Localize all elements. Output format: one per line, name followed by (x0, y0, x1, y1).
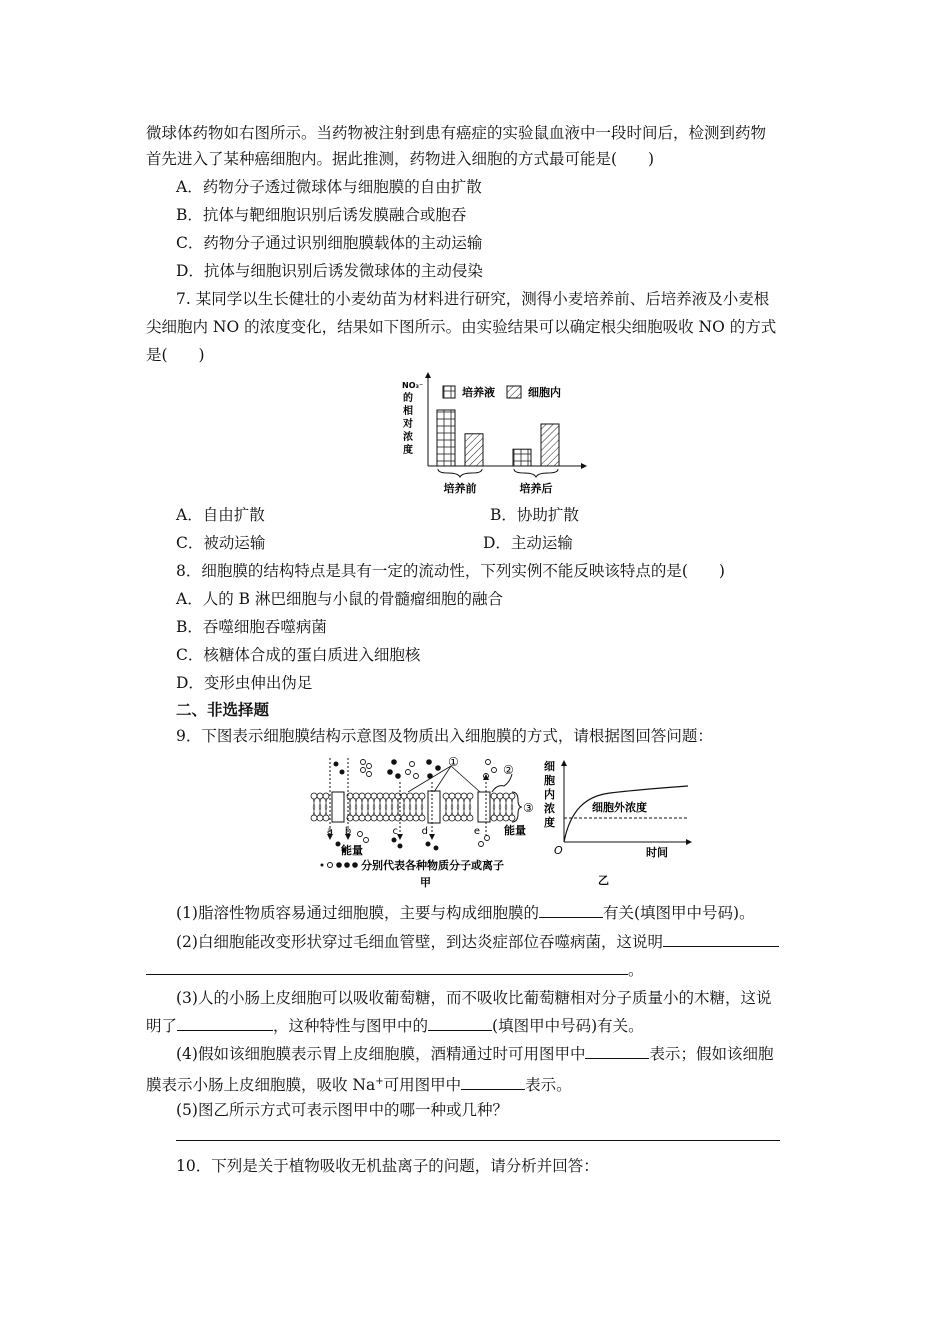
category-label-培养后: 培养后 (519, 482, 553, 495)
uptake-curve (564, 786, 688, 842)
x-axis-label-time: 时间 (646, 846, 668, 859)
y-axis-label-char: 相 (403, 406, 413, 417)
bar-培养液-培养后 (513, 449, 531, 466)
legend-label-cell: 细胞内 (528, 386, 561, 399)
y-axis-label-char: 浓 (403, 432, 413, 443)
q6-option-a: A．药物分子透过微球体与细胞膜的自由扩散 (176, 178, 482, 196)
category-label-培养前: 培养前 (443, 482, 477, 495)
blank-3a[interactable] (177, 1016, 273, 1031)
q9-part1: (1)脂溶性物质容易通过细胞膜，主要与构成细胞膜的 有关(填图甲中号码)。 (176, 904, 755, 922)
label-circled-3: ③ (523, 801, 534, 815)
label-e: e (473, 826, 480, 837)
q8-option-d: D．变形虫伸出伪足 (176, 674, 313, 692)
category-brace (514, 469, 558, 477)
bar-细胞内-培养前 (465, 434, 483, 466)
legend-label-medium: 培养液 (462, 386, 495, 399)
q9-stem: 9．下图表示细胞膜结构示意图及物质出入细胞膜的方式，请根据图回答问题： (176, 727, 713, 745)
membrane-diagram (308, 752, 548, 890)
answer-line-5[interactable] (176, 1140, 780, 1141)
q7-stem-line3: 是( ) (146, 346, 205, 364)
label-outer-concentration: 细胞外浓度 (592, 801, 647, 814)
carrier-protein-d (428, 791, 440, 823)
q9-part2-cont: 。 (146, 960, 644, 980)
carrier-protein-e (478, 792, 490, 822)
q10-stem: 10．下列是关于植物吸收无机盐离子的问题，请分析并回答： (176, 1157, 599, 1175)
q7-stem-line2: 尖细胞内 NO 的浓度变化，结果如下图所示。由实验结果可以确定根尖细胞吸收 NO 的方式 (146, 318, 777, 336)
q9-part2: (2)白细胞能改变形状穿过毛细血管壁，到达炎症部位吞噬病菌，这说明 (176, 932, 779, 952)
q7-option-a: A．自由扩散 (176, 506, 265, 524)
label-circled-2: ② (503, 763, 514, 777)
q9-part3-line2: 明了 ，这种特性与图甲中的 (填图甲中号码)有关。 (146, 1017, 644, 1035)
category-brace (438, 469, 482, 477)
blank-3b[interactable] (428, 1016, 492, 1031)
y-axis-label-char: 对 (403, 419, 413, 430)
y-axis-label-no3: NO₃⁻ (402, 381, 424, 390)
blank-1[interactable] (539, 903, 603, 918)
molecule-legend-text: 分别代表各种物质分子或离子 (361, 859, 504, 872)
q7-option-c: C．被动运输 (176, 534, 266, 552)
y-axis-label-char: 度 (544, 816, 555, 829)
q7-option-b: B．协助扩散 (490, 506, 579, 524)
q7-option-d: D．主动运输 (483, 534, 573, 552)
bar-细胞内-培养后 (541, 424, 559, 466)
y-axis-label-char: 内 (544, 788, 555, 801)
q7-bar-chart (395, 370, 595, 500)
label-b: b (344, 826, 352, 837)
blank-2b[interactable] (146, 960, 628, 975)
q9-part5: (5)图乙所示方式可表示图甲中的哪一种或几种？ (176, 1101, 508, 1119)
concentration-curve (540, 756, 700, 886)
channel-protein-a (332, 792, 344, 822)
q6-option-b: B．抗体与靶细胞识别后诱发膜融合或胞吞 (176, 206, 467, 224)
q6-stem-line1: 微球体药物如右图所示。当药物被注射到患有癌症的实验鼠血液中一段时间后，检测到药物 (146, 124, 767, 142)
q9-part3-line1: (3)人的小肠上皮细胞可以吸收葡萄糖，而不吸收比葡萄糖相对分子质量小的木糖，这说 (176, 989, 772, 1007)
q8-option-c: C．核糖体合成的蛋白质进入细胞核 (176, 646, 421, 664)
y-axis-label-char: 浓 (544, 802, 555, 815)
label-energy-1: 能量 (341, 844, 363, 857)
q6-option-c: C．药物分子通过识别细胞膜载体的主动运输 (176, 234, 483, 252)
legend-swatch-medium (443, 386, 455, 398)
label-circled-1: ① (448, 755, 459, 769)
y-axis-label-char: 胞 (544, 774, 555, 787)
label-d: d (421, 826, 428, 837)
legend-swatch-cell (507, 386, 521, 398)
q7-stem-line1: 7. 某同学以生长健壮的小麦幼苗为材料进行研究，测得小麦培养前、后培养液及小麦根 (176, 290, 770, 308)
q8-option-a: A．人的 B 淋巴细胞与小鼠的骨髓瘤细胞的融合 (176, 590, 503, 608)
label-energy-2: 能量 (504, 824, 526, 837)
label-origin: O (554, 844, 563, 857)
bar-培养液-培养前 (437, 410, 455, 466)
figure-caption-jia: 甲 (420, 876, 431, 889)
q9-part4-line1: (4)假如该细胞膜表示胃上皮细胞膜，酒精通过时可用图甲中 表示；假如该细胞 (176, 1045, 774, 1063)
q8-stem: 8．细胞膜的结构特点是具有一定的流动性，下列实例不能反映该特点的是( ) (176, 562, 725, 580)
y-axis-label-char: 度 (403, 445, 413, 456)
q9-part4-line2: 膜表示小肠上皮细胞膜，吸收 Na+可用图甲中 表示。 (146, 1076, 572, 1095)
blank-2a[interactable] (663, 932, 779, 947)
section-heading: 二、非选择题 (176, 700, 270, 719)
q8-option-b: B．吞噬细胞吞噬病菌 (176, 618, 327, 636)
blank-4a[interactable] (585, 1044, 649, 1059)
y-axis-label-char: 细 (544, 760, 555, 773)
q6-option-d: D．抗体与细胞识别后诱发微球体的主动侵染 (176, 262, 483, 280)
label-c: c (392, 826, 398, 837)
q6-stem-line2: 首先进入了某种癌细胞内。据此推测，药物进入细胞的方式最可能是( ) (146, 150, 655, 168)
y-axis-label-char: 的 (403, 393, 413, 404)
label-a: a (326, 826, 334, 837)
molecule-legend-symbols (321, 862, 358, 868)
figure-caption-yi: 乙 (598, 874, 609, 886)
blank-4b[interactable] (461, 1075, 525, 1090)
